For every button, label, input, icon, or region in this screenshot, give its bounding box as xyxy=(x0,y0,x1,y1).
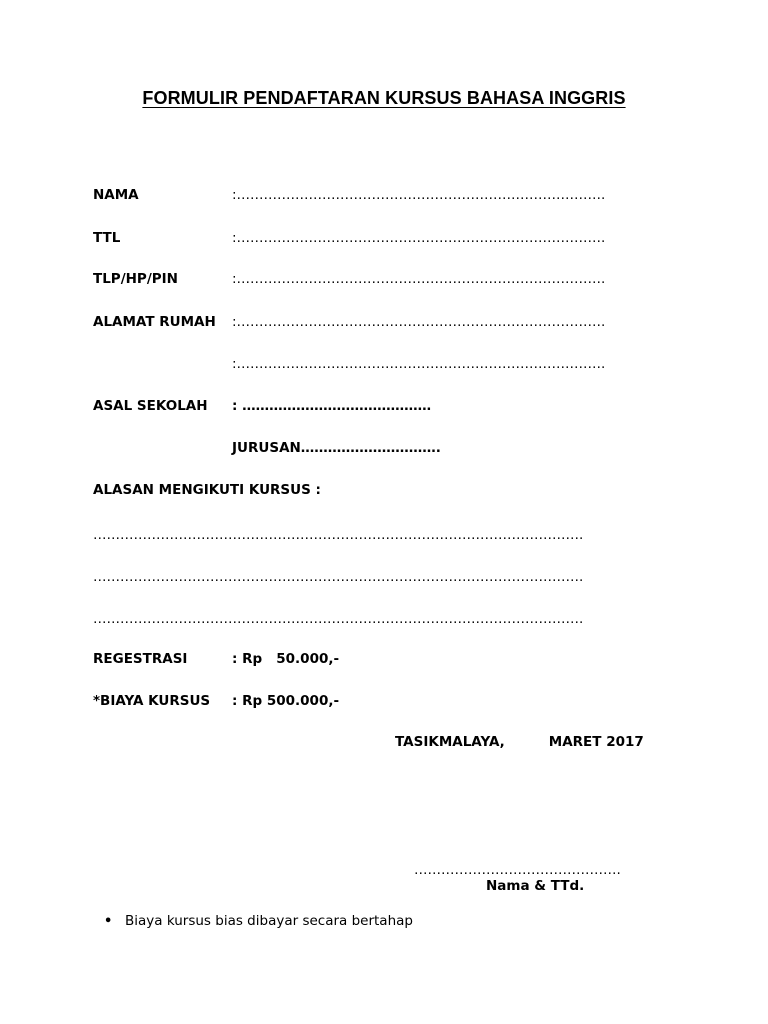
field-jurusan-blank: JURUSAN…………………………. xyxy=(232,440,441,456)
biaya-kursus-value: : Rp 500.000,- xyxy=(232,693,340,709)
field-ttl-label: TTL xyxy=(93,230,121,246)
field-alamat-line2 xyxy=(93,355,605,373)
field-asal-sekolah xyxy=(93,397,431,415)
field-ttl xyxy=(93,229,605,247)
registrasi-value: : Rp 50.000,- xyxy=(232,651,340,667)
field-tlp-blank: :………………………………………………………………………. xyxy=(232,271,606,287)
alasan-line-3: ………………………………………………………………………………………………. xyxy=(93,611,584,627)
signature-line: ………………………………………. xyxy=(414,862,621,878)
alasan-label: ALASAN MENGIKUTI KURSUS : xyxy=(93,482,321,498)
signature-name-label: Nama & TTd. xyxy=(486,878,585,894)
field-asal-sekolah-blank: : …………………………………… xyxy=(232,398,432,414)
alasan-line-2: ………………………………………………………………………………………………. xyxy=(93,569,584,585)
field-tlp-label: TLP/HP/PIN xyxy=(93,271,178,287)
field-alamat-blank-2: :………………………………………………………………………. xyxy=(232,356,606,372)
payment-note-text: Biaya kursus bias dibayar secara bertahap xyxy=(125,913,413,929)
biaya-kursus-label: *BIAYA KURSUS xyxy=(93,693,211,709)
signature-month: MARET 2017 xyxy=(548,734,644,750)
field-tlp xyxy=(93,270,605,288)
signature-place-date xyxy=(395,734,644,750)
form-title: FORMULIR PENDAFTARAN KURSUS BAHASA INGGRIS xyxy=(142,88,626,108)
field-alamat-blank: :………………………………………………………………………. xyxy=(232,314,606,330)
field-jurusan xyxy=(93,439,441,457)
field-nama-blank: :………………………………………………………………………. xyxy=(232,187,606,203)
registrasi-label: REGESTRASI xyxy=(93,651,188,667)
field-nama-label: NAMA xyxy=(93,187,139,203)
field-ttl-blank: :………………………………………………………………………. xyxy=(232,230,606,246)
field-alamat-label: ALAMAT RUMAH xyxy=(93,314,216,330)
field-nama xyxy=(93,186,605,204)
alasan-line-1: ………………………………………………………………………………………………. xyxy=(93,527,584,543)
field-asal-sekolah-label: ASAL SEKOLAH xyxy=(93,398,208,414)
bullet-icon: • xyxy=(104,914,113,929)
biaya-kursus-row xyxy=(93,692,339,710)
field-alamat xyxy=(93,313,605,331)
registrasi-row xyxy=(93,650,339,668)
payment-note xyxy=(104,913,413,929)
signature-city: TASIKMALAYA, xyxy=(395,734,505,750)
